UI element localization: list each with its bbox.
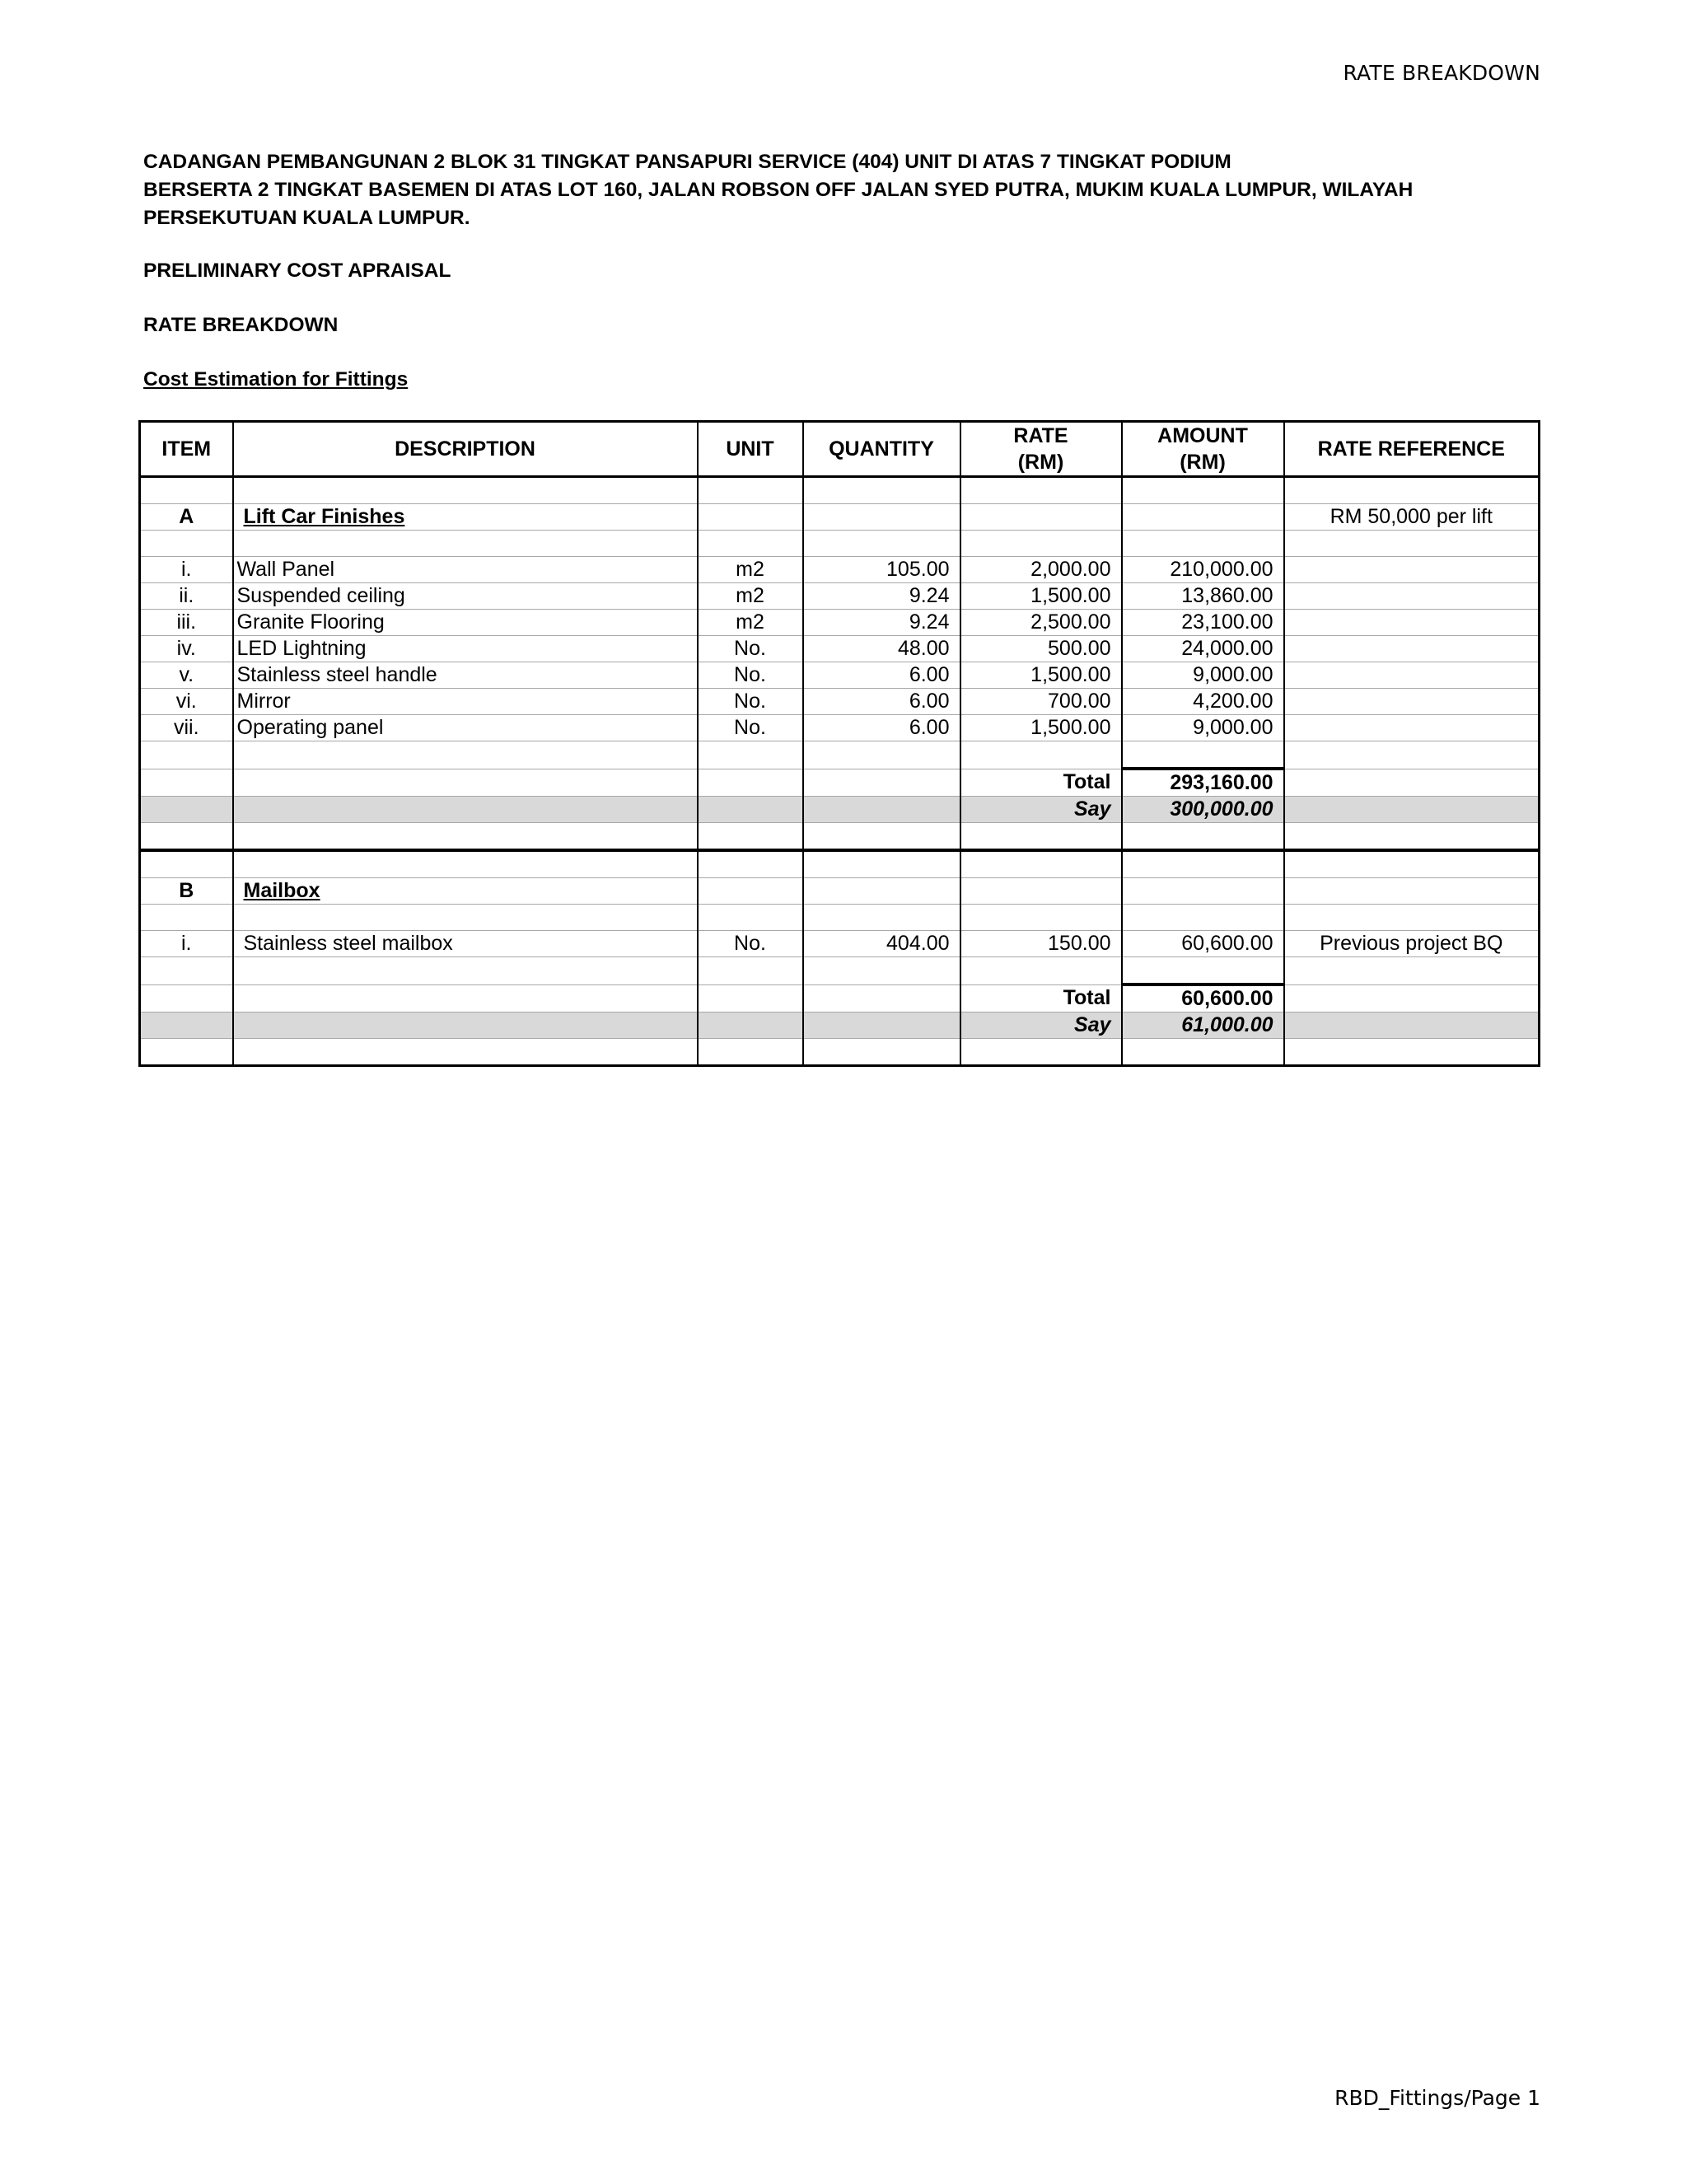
row-item: i. [140,557,233,583]
section-a-total-label: Total [960,769,1122,797]
table-row-blank [140,741,1540,769]
table-row-blank [140,1039,1540,1066]
table-row-blank [140,531,1540,557]
table-row [140,931,1540,957]
row-item: iv. [140,636,233,662]
row-quantity: 105.00 [803,557,960,583]
row-rate: 150.00 [960,931,1122,957]
section-a-reference: RM 50,000 per lift [1284,504,1540,531]
document-heading: Cost Estimation for Fittings [143,368,409,391]
row-rate: 1,500.00 [960,715,1122,741]
section-b-total-label: Total [960,984,1122,1012]
section-b-header-row [140,878,1540,905]
row-unit: m2 [698,610,803,636]
row-amount: 13,860.00 [1122,583,1284,610]
row-quantity: 6.00 [803,715,960,741]
table-row-blank [140,477,1540,504]
row-amount: 60,600.00 [1122,931,1284,957]
section-b-say-row [140,1012,1540,1039]
row-amount: 24,000.00 [1122,636,1284,662]
section-a-say-value: 300,000.00 [1122,797,1284,823]
table-row [140,662,1540,689]
section-a-title: Lift Car Finishes [233,504,698,531]
table-row-blank [140,850,1540,878]
header-amount-line: AMOUNT [1157,424,1248,447]
row-quantity: 6.00 [803,662,960,689]
header-rate-unit: (RM) [1017,451,1064,474]
section-a-letter: A [140,504,233,531]
document-subtitle: PRELIMINARY COST APRAISAL [143,260,451,282]
section-a-say-row [140,797,1540,823]
header-item: ITEM [140,422,233,477]
table-row [140,583,1540,610]
project-title-line: PERSEKUTUAN KUALA LUMPUR. [143,207,470,229]
document-section: RATE BREAKDOWN [143,314,339,336]
row-unit: No. [698,715,803,741]
table-row [140,689,1540,715]
table-row [140,557,1540,583]
row-quantity: 9.24 [803,583,960,610]
row-amount: 9,000.00 [1122,715,1284,741]
row-item: i. [140,931,233,957]
row-item: vii. [140,715,233,741]
row-item: v. [140,662,233,689]
row-description: LED Lightning [233,636,698,662]
row-quantity: 9.24 [803,610,960,636]
table-row [140,636,1540,662]
section-b-title: Mailbox [233,878,698,905]
row-rate: 1,500.00 [960,583,1122,610]
header-description: DESCRIPTION [233,422,698,477]
row-rate: 2,500.00 [960,610,1122,636]
page-header: RATE BREAKDOWN [1343,61,1540,85]
row-unit: No. [698,662,803,689]
row-item: ii. [140,583,233,610]
row-unit: m2 [698,583,803,610]
row-rate: 500.00 [960,636,1122,662]
project-title-line: CADANGAN PEMBANGUNAN 2 BLOK 31 TINGKAT PANSAPURI SERVICE (404) UNIT DI ATAS 7 TINGKAT PODIUM [143,151,1231,173]
row-description: Suspended ceiling [233,583,698,610]
row-quantity: 6.00 [803,689,960,715]
row-reference: Previous project BQ [1284,931,1540,957]
row-item: iii. [140,610,233,636]
section-b-say-value: 61,000.00 [1122,1012,1284,1039]
section-b-say-label: Say [960,1012,1122,1039]
row-description: Wall Panel [233,557,698,583]
table-row [140,610,1540,636]
row-rate: 700.00 [960,689,1122,715]
section-a-total-value: 293,160.00 [1122,769,1284,797]
section-b-total-row [140,984,1540,1012]
project-title [143,148,1544,232]
row-amount: 210,000.00 [1122,557,1284,583]
row-description: Stainless steel mailbox [233,931,698,957]
section-a-total-row [140,769,1540,797]
row-description: Mirror [233,689,698,715]
row-rate: 2,000.00 [960,557,1122,583]
row-unit: No. [698,689,803,715]
row-description: Granite Flooring [233,610,698,636]
row-amount: 4,200.00 [1122,689,1284,715]
table-row [140,715,1540,741]
row-description: Operating panel [233,715,698,741]
row-rate: 1,500.00 [960,662,1122,689]
page-footer: RBD_Fittings/Page 1 [1334,2086,1540,2110]
row-item: vi. [140,689,233,715]
row-quantity: 404.00 [803,931,960,957]
project-title-line: BERSERTA 2 TINGKAT BASEMEN DI ATAS LOT 160, JALAN ROBSON OFF JALAN SYED PUTRA, MUKIM KUALA LUMPUR, WILAYAH [143,179,1414,201]
header-amount-unit: (RM) [1180,451,1226,474]
header-unit: UNIT [698,422,803,477]
row-unit: No. [698,636,803,662]
row-amount: 9,000.00 [1122,662,1284,689]
row-unit: m2 [698,557,803,583]
table-row-blank [140,957,1540,985]
header-amount [1122,422,1284,477]
row-amount: 23,100.00 [1122,610,1284,636]
table-row-blank [140,823,1540,851]
table-header-row [140,422,1540,477]
section-b-total-value: 60,600.00 [1122,984,1284,1012]
table-row-blank [140,905,1540,931]
section-a-say-label: Say [960,797,1122,823]
section-a-header-row [140,504,1540,531]
header-rate-line: RATE [1013,424,1068,447]
rate-breakdown-table [138,420,1540,1067]
row-unit: No. [698,931,803,957]
row-description: Stainless steel handle [233,662,698,689]
row-quantity: 48.00 [803,636,960,662]
header-quantity: QUANTITY [803,422,960,477]
section-b-letter: B [140,878,233,905]
header-rate [960,422,1122,477]
header-reference: RATE REFERENCE [1284,422,1540,477]
